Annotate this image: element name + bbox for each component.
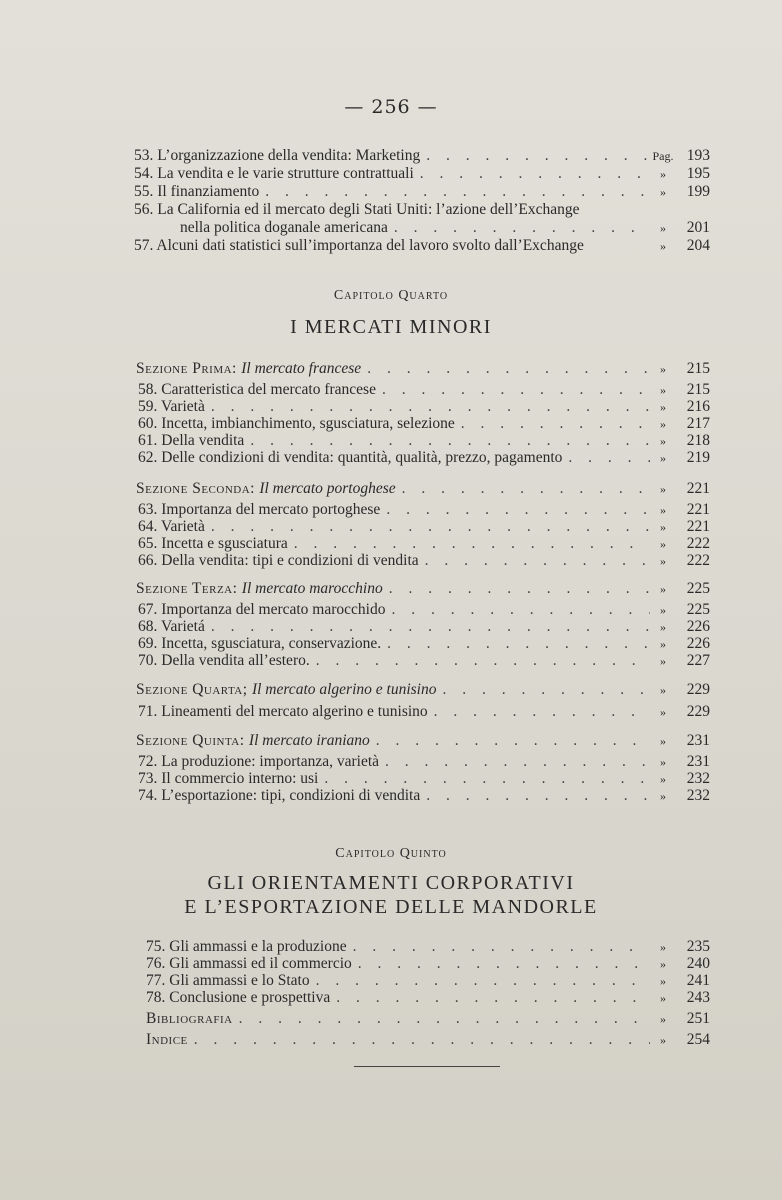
back-matter-label: Bibliografia [146,1010,233,1027]
entry-text [138,415,455,433]
entry-label: 67. Importanza del mercato marocchido [138,601,386,618]
section-title: Il mercato iraniano [248,732,370,749]
toc-entry [138,552,710,570]
entry-label: 70. Della vendita all’estero. [138,652,310,669]
ditto-mark: » [660,434,666,448]
ditto-mark: » [660,974,666,988]
ditto-mark: » [660,772,666,786]
chapter-label: Capitolo Quarto [333,288,449,303]
page-number: — 256 — [344,96,438,118]
page-ref: 235 [686,938,710,955]
toc-entry [138,449,710,467]
toc-entry [138,501,710,519]
page-ref: 204 [686,237,710,254]
toc-entry [138,635,710,653]
dot-leader [205,398,650,416]
page-ref: 226 [686,618,710,635]
ditto-mark: » [660,683,666,697]
toc-entry [138,618,710,636]
toc-entry [138,398,710,416]
dot-leader [436,681,650,699]
entry-text [134,183,259,201]
dot-leader [414,165,650,183]
ditto-mark: » [660,482,666,496]
entry-text [136,580,383,598]
ditto-mark: » [660,503,666,517]
ditto-mark: » [660,520,666,534]
entry-text [138,518,205,536]
back-matter-label: Indice [146,1031,188,1048]
entry-text [134,237,584,255]
entry-label: 53. L’organizzazione della vendita: Marketing [134,147,421,164]
entry-text [136,360,361,378]
entry-text [138,703,428,721]
page-ref: 215 [686,381,710,398]
toc-entry [138,601,710,619]
toc-entry [138,381,710,399]
toc-entry [136,480,710,498]
ditto-mark: » [660,940,666,954]
dot-leader [310,972,650,990]
page-ref: 254 [686,1031,710,1048]
entry-label: nella politica doganale americana [180,219,388,236]
page-ref: 241 [686,972,710,989]
entry-text [146,1031,188,1049]
dot-leader [383,580,650,598]
entry-text [138,770,318,788]
page-ref: 232 [686,770,710,787]
entry-text [146,989,330,1007]
ditto-mark: » [660,603,666,617]
entry-text [138,787,420,805]
dot-leader [455,415,650,433]
toc-entry [146,938,710,956]
entry-text [136,681,436,699]
toc-entry [134,201,710,219]
entry-text [134,147,420,165]
entry-label: 57. Alcuni dati statistici sull’importanza del lavoro svolto dall’Exchange [134,237,584,254]
dot-leader [310,652,650,670]
ditto-mark: » [660,400,666,414]
entry-text [146,1010,233,1028]
ditto-mark: » [660,654,666,668]
dot-leader [388,219,650,237]
entry-text [138,652,310,670]
dot-leader [370,732,650,750]
toc-entry [138,770,710,788]
section-heading: Sezione Terza: [136,580,242,597]
entry-label: 78. Conclusione e prospettiva [146,989,331,1006]
page-ref: 226 [686,635,710,652]
entry-text [146,938,347,956]
dot-leader [562,449,650,467]
page-ref: 222 [686,535,710,552]
page-ref: 229 [686,703,710,720]
section-title: Il mercato marocchino [241,580,383,597]
dot-leader [379,753,650,771]
page-ref: 221 [686,501,710,518]
entry-text [136,480,396,498]
toc-entry [180,219,710,237]
page-ref: 240 [686,955,710,972]
section-title: Il mercato francese [241,360,362,377]
toc-entry [138,415,710,433]
ditto-mark: » [660,167,666,181]
entry-label: 59. Varietà [138,398,205,415]
dot-leader [361,360,650,378]
entry-label: 76. Gli ammassi ed il commercio [146,955,352,972]
ditto-mark: » [660,1012,666,1026]
dot-leader [352,955,650,973]
page-ref: 218 [686,432,710,449]
entry-text [138,449,562,467]
entry-text [136,732,370,750]
entry-label: 77. Gli ammassi e lo Stato [146,972,310,989]
ditto-mark: » [660,239,666,253]
ditto-mark: » [660,383,666,397]
entry-label: 75. Gli ammassi e la produzione [146,938,347,955]
page-ref: 251 [686,1010,710,1027]
entry-text [138,552,419,570]
dot-leader [205,518,650,536]
section-heading: Sezione Quinta: [136,732,249,749]
ditto-mark: » [660,554,666,568]
entry-label: 62. Delle condizioni di vendita: quantità, qualità, prezzo, pagamento [138,449,563,466]
entry-text [134,165,414,183]
entry-label: 66. Della vendita: tipi e condizioni di vendita [138,552,419,569]
section-title: Il mercato algerino e tunisino [251,681,437,698]
page-ref: 199 [686,183,710,200]
ditto-mark: » [660,991,666,1005]
dot-leader [376,381,650,399]
chapter-title: I MERCATI MINORI [290,316,492,338]
entry-label: 65. Incetta e sgusciatura [138,535,288,552]
dot-leader [288,535,650,553]
page-ref: 225 [686,601,710,618]
chapter-title: GLI ORIENTAMENTI CORPORATIVI [207,872,575,894]
dot-leader [188,1031,650,1049]
chapter-title: E L’ESPORTAZIONE DELLE MANDORLE [184,896,598,918]
page-ref: 201 [686,219,710,236]
ditto-mark: » [660,417,666,431]
page-ref: 231 [686,732,710,749]
dot-leader [259,183,650,201]
toc-entry [134,165,710,183]
entry-label: 63. Importanza del mercato portoghese [138,501,381,518]
entry-text [138,601,385,619]
ditto-mark: » [660,637,666,651]
toc-entry [146,955,710,973]
page-ref: 231 [686,753,710,770]
toc-entry [134,237,710,255]
dot-leader [330,989,650,1007]
toc-entry [138,753,710,771]
dot-leader [419,552,650,570]
dot-leader [381,635,650,653]
entry-label: 60. Incetta, imbianchimento, sgusciatura, selezione [138,415,455,432]
page-ref: 221 [686,518,710,535]
entry-label: 74. L’esportazione: tipi, condizioni di vendita [138,787,421,804]
section-heading: Sezione Quarta; [136,681,252,698]
entry-label: 68. Varietá [138,618,205,635]
toc-entry [138,518,710,536]
ditto-mark: » [660,620,666,634]
entry-text [138,635,381,653]
ditto-mark: » [660,705,666,719]
entry-text [146,955,352,973]
entry-label: 71. Lineamenti del mercato algerino e tunisino [138,703,428,720]
entry-label: 69. Incetta, sgusciatura, conservazione. [138,635,382,652]
chapter-label: Capitolo Quinto [335,846,447,861]
dot-leader [205,618,650,636]
page-ref: 227 [686,652,710,669]
entry-text [134,201,579,219]
page-ref: 195 [686,165,710,182]
toc-entry [146,972,710,990]
toc-entry [136,732,710,750]
ditto-mark: » [660,221,666,235]
toc-entry [136,580,710,598]
entry-label: 64. Varietà [138,518,205,535]
entry-text [138,618,205,636]
page-ref: 243 [686,989,710,1006]
page-ref: 221 [686,480,710,497]
page-ref: 193 [686,147,710,164]
dot-leader [244,432,650,450]
toc-entry [136,360,710,378]
dot-leader [420,787,650,805]
dot-leader [318,770,650,788]
entry-text [138,381,376,399]
ditto-mark: » [660,362,666,376]
toc-entry [138,652,710,670]
toc-entry [134,183,710,201]
toc-entry [136,681,710,699]
ditto-mark: » [660,185,666,199]
page-ref: 225 [686,580,710,597]
ditto-mark: » [660,957,666,971]
section-heading: Sezione Seconda: [136,480,260,497]
ditto-mark: » [660,451,666,465]
entry-text [146,972,310,990]
entry-text [180,219,388,237]
dot-leader [428,703,650,721]
dot-leader [347,938,650,956]
page-ref: 219 [686,449,710,466]
ditto-mark: » [660,755,666,769]
ditto-mark: » [660,734,666,748]
toc-entry [134,147,710,165]
closing-rule [354,1066,500,1067]
entry-label: 55. Il finanziamento [134,183,260,200]
entry-label: 61. Della vendita [138,432,245,449]
ditto-mark: » [660,537,666,551]
ditto-mark: Pag. [652,149,674,163]
page-ref: 217 [686,415,710,432]
toc-entry [138,787,710,805]
entry-text [138,753,379,771]
page-ref: 216 [686,398,710,415]
ditto-mark: » [660,1033,666,1047]
toc-entry [146,989,710,1007]
toc-entry [146,1010,710,1028]
ditto-mark: » [660,789,666,803]
dot-leader [396,480,650,498]
dot-leader [420,147,650,165]
entry-label: 56. La California ed il mercato degli Stati Uniti: l’azione dell’Exchange [134,201,580,218]
entry-label: 73. Il commercio interno: usi [138,770,319,787]
entry-text [138,398,205,416]
ditto-mark: » [660,582,666,596]
toc-entry [138,432,710,450]
entry-label: 58. Caratteristica del mercato francese [138,381,376,398]
entry-text [138,501,380,519]
toc-entry [138,535,710,553]
page-ref: 215 [686,360,710,377]
entry-label: 54. La vendita e le varie strutture contrattuali [134,165,414,182]
dot-leader [233,1010,650,1028]
section-heading: Sezione Prima: [136,360,242,377]
toc-entry [138,703,710,721]
section-title: Il mercato portoghese [259,480,396,497]
page-ref: 222 [686,552,710,569]
dot-leader [385,601,650,619]
entry-label: 72. La produzione: importanza, varietà [138,753,380,770]
toc-entry [146,1031,710,1049]
page-ref: 232 [686,787,710,804]
dot-leader [380,501,650,519]
page-ref: 229 [686,681,710,698]
entry-text [138,432,244,450]
entry-text [138,535,288,553]
